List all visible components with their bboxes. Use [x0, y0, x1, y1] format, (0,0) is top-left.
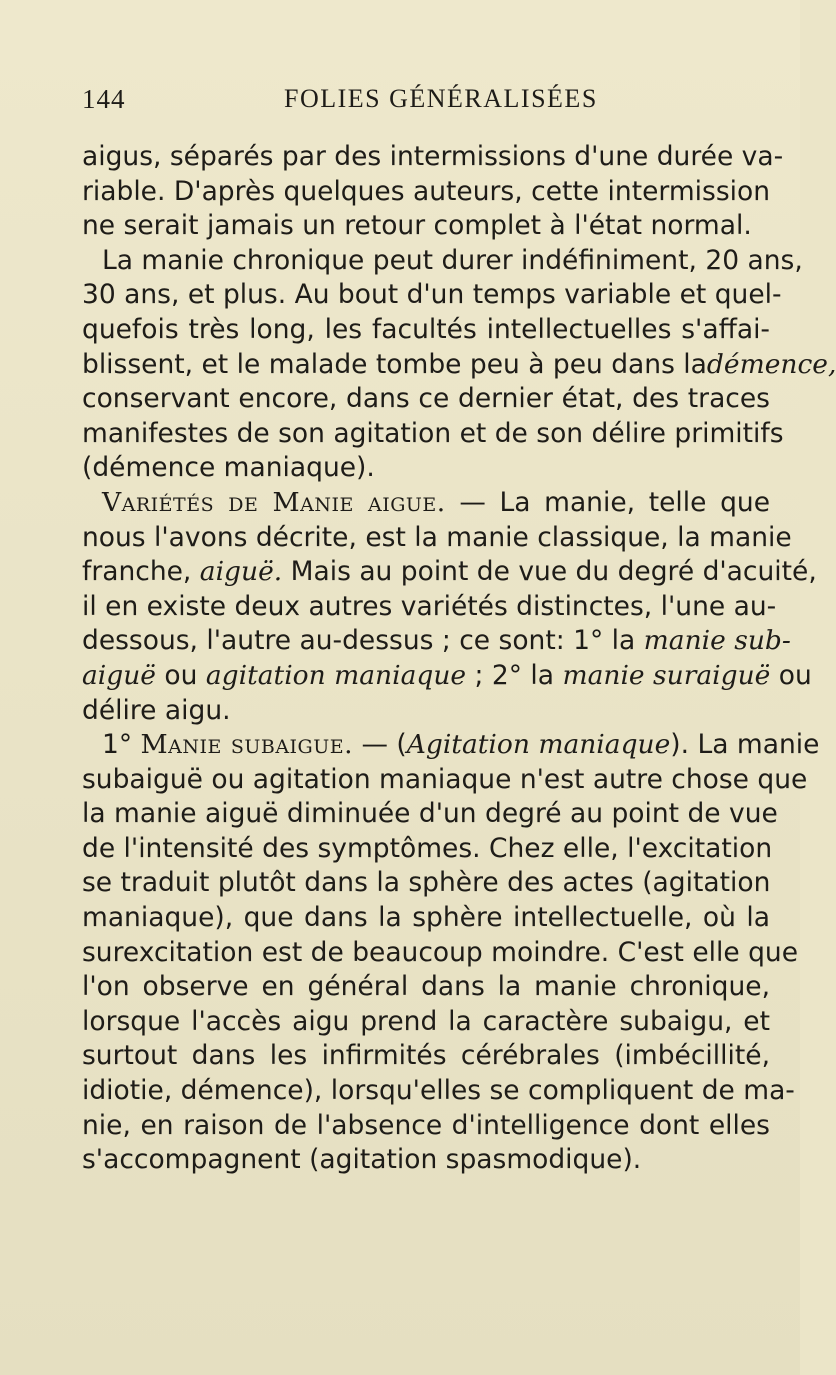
text-segment: — La manie, telle que — [445, 486, 770, 518]
italic-term: manie suraiguë — [562, 659, 771, 691]
text-line: délire aigu. — [82, 694, 231, 726]
text-line: se traduit plutôt dans la sphère des actes (agitation — [82, 867, 771, 899]
text-segment: ). La manie — [670, 729, 820, 761]
text-line: il en existe deux autres variétés distinctes, l'une au- — [82, 590, 777, 622]
page-number: 144 — [82, 84, 126, 114]
text-line: conservant encore, dans ce dernier état, des traces — [82, 383, 770, 415]
text-segment: franche, — [82, 556, 200, 588]
text-line — [82, 348, 836, 383]
text-line: (démence maniaque). — [82, 452, 375, 484]
text-segment: Mais au point de vue du degré d'acuité, — [282, 556, 817, 588]
running-header — [0, 84, 800, 124]
text-segment: ou — [770, 659, 812, 691]
italic-term: manie sub- — [643, 625, 791, 657]
text-segment: ; 2° la — [466, 659, 563, 691]
text-line: nie, en raison de l'absence d'intelligence dont elles — [82, 1109, 770, 1141]
text-line: subaiguë ou agitation maniaque n'est autre chose que — [82, 763, 808, 795]
text-line: l'on observe en général dans la manie chronique, — [82, 971, 770, 1003]
section-heading: Variétés de Manie aigue. — [102, 486, 446, 518]
italic-term: démence, — [706, 348, 836, 380]
italic-term: aiguë. — [199, 556, 283, 588]
text-line — [82, 624, 791, 659]
text-line: La manie chronique peut durer indéfiniment, 20 ans, — [102, 244, 803, 276]
text-line: la manie aiguë diminuée d'un degré au point de vue — [82, 798, 778, 830]
italic-term: Agitation maniaque — [406, 729, 671, 761]
text-line: manifestes de son agitation et de son délire primitifs — [82, 417, 784, 449]
text-segment: 1° — [102, 729, 141, 761]
text-segment: dessous, l'autre au-dessus ; ce sont: 1° la — [82, 625, 644, 657]
text-line: maniaque), que dans la sphère intellectuelle, où la — [82, 902, 770, 934]
text-line: surtout dans les infirmités cérébrales (imbécillité, — [82, 1040, 770, 1072]
italic-term: aiguë — [82, 659, 156, 691]
text-line: ne serait jamais un retour complet à l'état normal. — [82, 210, 752, 242]
text-line: de l'intensité des symptômes. Chez elle, l'excitation — [82, 832, 773, 864]
running-title: FOLIES GÉNÉRALISÉES — [284, 84, 598, 113]
text-line: riable. D'après quelques auteurs, cette intermission — [82, 175, 770, 207]
text-line: surexcitation est de beaucoup moindre. C'est elle que — [82, 936, 799, 968]
text-line — [82, 486, 770, 521]
text-line: nous l'avons décrite, est la manie classique, la manie — [82, 521, 792, 553]
italic-term: agitation maniaque — [205, 659, 467, 691]
text-line — [82, 555, 817, 590]
text-line: s'accompagnent (agitation spasmodique). — [82, 1144, 642, 1176]
text-segment: — ( — [353, 729, 407, 761]
section-heading: Manie subaigue. — [140, 729, 354, 761]
text-line: aigus, séparés par des intermissions d'une durée va- — [82, 141, 784, 172]
text-line: 30 ans, et plus. Au bout d'un temps variable et quel- — [82, 279, 782, 311]
text-segment: ou — [156, 659, 206, 691]
text-segment: blissent, et le malade tombe peu à peu dans la — [82, 348, 707, 380]
text-line: idiotie, démence), lorsqu'elles se compliquent de ma- — [82, 1075, 795, 1107]
text-line: lorsque l'accès aigu prend la caractère subaigu, et — [82, 1005, 770, 1037]
body-text — [82, 140, 836, 1178]
text-line — [82, 728, 820, 763]
text-line — [82, 659, 812, 694]
text-line: quefois très long, les facultés intellectuelles s'affai- — [82, 313, 770, 345]
